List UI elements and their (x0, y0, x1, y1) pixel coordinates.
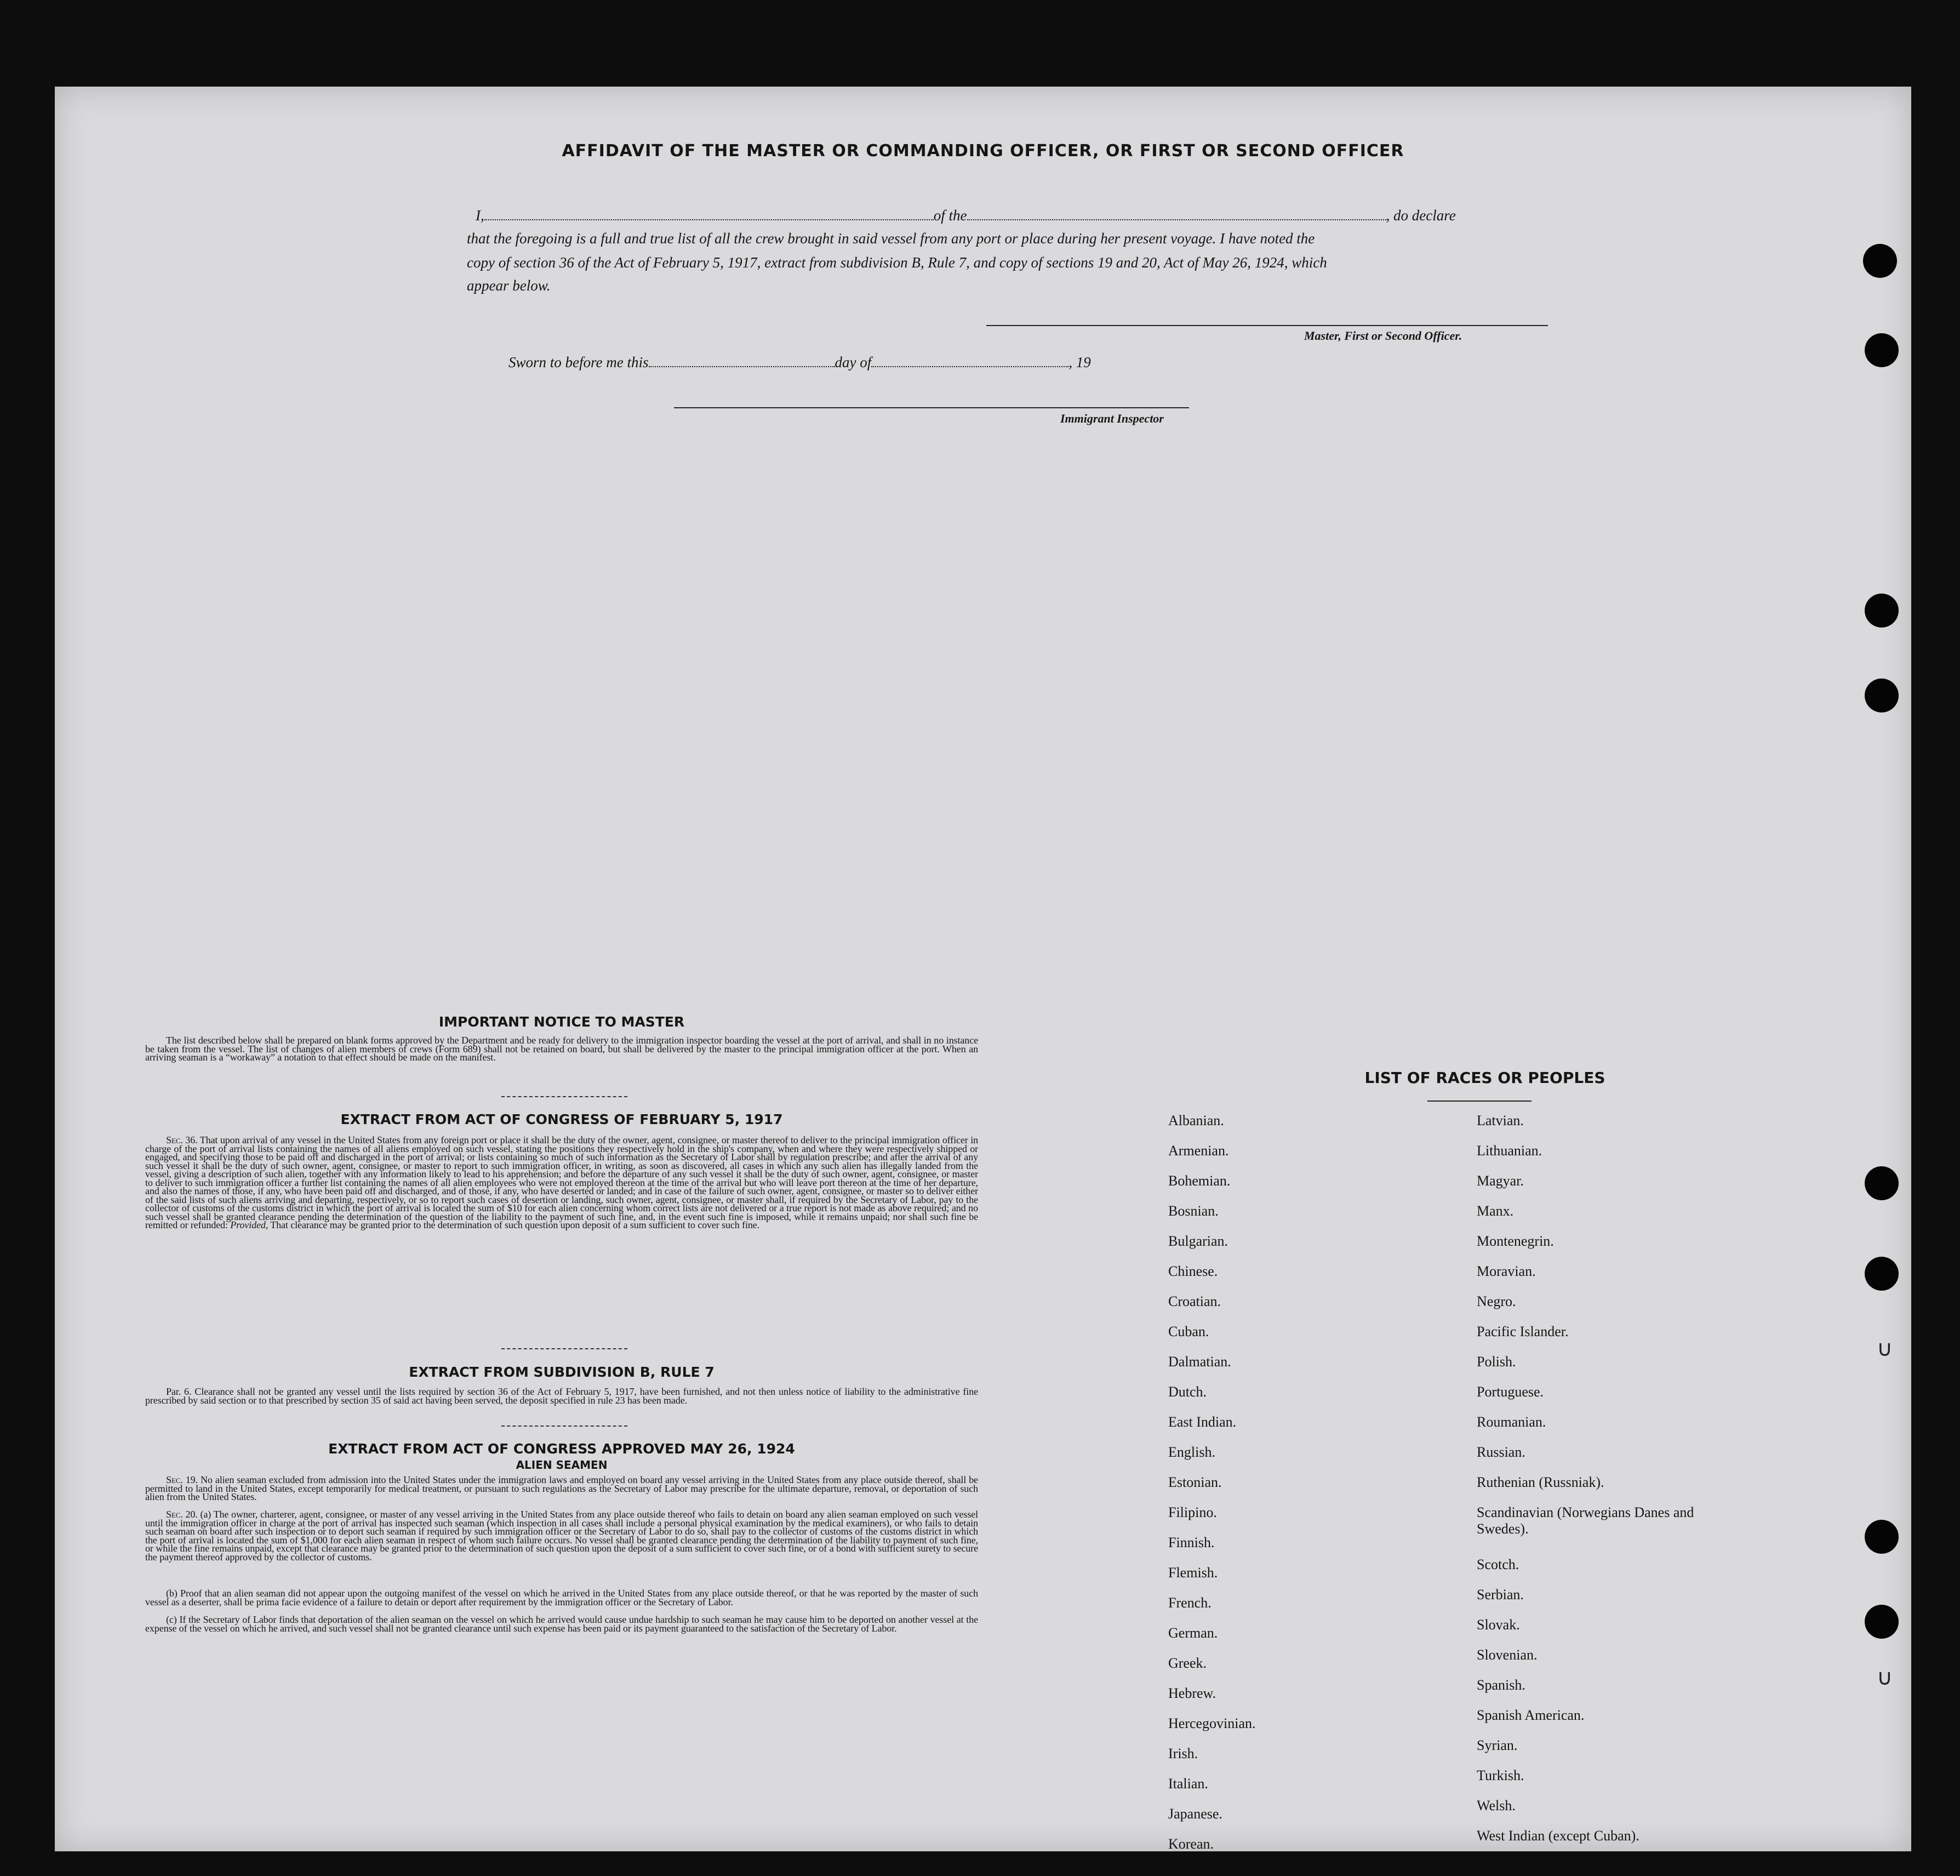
inspector-signature-line[interactable] (674, 407, 1189, 408)
affidavit-text-line-3: copy of section 36 of the Act of February 5, 1917, extract from subdivision B, Rule 7, and copy of sections 19 and 20, Act of May 26, 1924, which (467, 254, 1327, 271)
race-item: Slovenian. (1477, 1647, 1538, 1663)
section-divider (501, 1425, 627, 1427)
race-item: Hebrew. (1168, 1685, 1216, 1701)
race-item: Bosnian. (1168, 1203, 1219, 1219)
punch-hole (1865, 1520, 1899, 1554)
race-item: English. (1168, 1444, 1215, 1460)
section-divider (501, 1096, 627, 1097)
race-item: Russian. (1477, 1444, 1525, 1460)
races-title-underline (1427, 1100, 1532, 1102)
section-19-body (145, 1476, 978, 1502)
race-item: Scandinavian (Norwegians Danes and Swedes). (1477, 1504, 1694, 1537)
race-item: Turkish. (1477, 1767, 1524, 1783)
name-blank[interactable] (484, 219, 934, 220)
race-item: Scotch. (1477, 1556, 1519, 1572)
race-item: Magyar. (1477, 1173, 1524, 1189)
section-20c-body: (c) If the Secretary of Labor finds that deportation of the alien seaman on the vessel on which he arrived would cause undue hardship to such seaman he may cause him to be deported on another vessel at the expense of the vessel on which he arrived, and such vessel shall not be granted clearance until such expense has been paid or its payment guaranteed to the satisfaction of the Secretary of Labor. (145, 1614, 978, 1634)
affidavit-text-line-4: appear below. (467, 277, 551, 294)
section-20a-body (145, 1510, 978, 1561)
sworn-year: , 19 (1068, 354, 1091, 370)
section-20b-body: (b) Proof that an alien seaman did not appear upon the outgoing manifest of the vessel on which he arrived in the United States from any place outside thereof, or that he was reported by the master of such vessel as a deserter, shall be prima facie evidence of a failure to detain or deport after requirement by the immigration officer or the Secretary of Labor. (145, 1588, 978, 1607)
sworn-line (508, 354, 1091, 371)
race-item: Albanian. (1168, 1113, 1224, 1128)
punch-hole (1865, 1257, 1899, 1291)
sworn-prefix: Sworn to before me this (508, 354, 649, 370)
race-item: Flemish. (1168, 1565, 1218, 1581)
proviso-text: That clearance may be granted prior to the determination of such question upon deposit of a sum sufficient to cover such fine. (270, 1219, 760, 1230)
race-item: Armenian. (1168, 1143, 1229, 1159)
race-item: Polish. (1477, 1354, 1516, 1370)
race-item: Estonian. (1168, 1474, 1222, 1490)
section-36-label: Sec. 36. (166, 1134, 198, 1145)
race-item: Pacific Islander. (1477, 1324, 1569, 1339)
race-item: West Indian (except Cuban). (1477, 1828, 1639, 1844)
race-item: Montenegrin. (1477, 1233, 1554, 1249)
sworn-month-blank[interactable] (871, 366, 1068, 367)
race-item: Italian. (1168, 1776, 1208, 1792)
races-left-column (1168, 1113, 1387, 1866)
notice-body: The list described below shall be prepared on blank forms approved by the Department and be ready for delivery to the immigration inspector boarding the vessel at the port of arrival, and shall in no instance be taken from the vessel. The list of changes of alien members of crews (Form 689) shall not be retained on board, but shall be delivered by the master to the principal immigration officer at the port. When an arriving seaman is a “workaway” a notation to that effect should be made on the manifest. (145, 1035, 978, 1063)
affidavit-title: AFFIDAVIT OF THE MASTER OR COMMANDING OFFICER, OR FIRST OR SECOND OFFICER (562, 141, 1404, 161)
section-36-text: That upon arrival of any vessel in the United States from any foreign port or place it shall be the duty of the owner, agent, consignee, or master thereof to deliver to the principal immigration officer in charge of the port of arrival lists containing the names of all aliens employed on such vessel, stating the positions they respectively hold in the ship's company, when and where they were respectively shipped or engaged, and specifying those to be paid off and discharged in the port of arrival; or lists containing so much of such information as the Secretary of Labor shall by regulation prescribe; and after the arrival of any such vessel it shall be the duty of such owner, agent, consignee, or master to report to such immigration officer, in writing, as soon as discovered, all cases in which any such alien has illegally landed from the vessel, giving a description of such alien, together with any information likely to lead to his apprehension; and before the departure of any such vessel it shall be the duty of such owner, agent, consignee, or master to deliver to such immigration officer a further list containing the names of all alien employees who were not employed thereon at the time of the arrival but who will leave port thereon at the time of her departure, and also the names of those, if any, who have been paid off and discharged, and of those, if any, who have deserted or landed; and in case of the failure of such owner, agent, consignee, or master so to deliver either of the said lists of such aliens arriving and departing, respectively, or so to report such cases of desertion or landing, such owner, agent, consignee, or master shall, if required by the Secretary of Labor, pay to the collector of customs of the customs district in which the port of arrival is located the sum of $10 for each alien concerning whom correct lists are not delivered or a true report is not made as above required; and no such vessel shall be granted clearance pending the determination of the question of the liability to the payment of such fine, and, in the event such fine is imposed, while it remains unpaid; nor shall such fine be remitted or refunded: (145, 1134, 979, 1230)
race-item: Syrian. (1477, 1737, 1518, 1753)
race-item: Latvian. (1477, 1113, 1524, 1128)
punch-hole (1863, 244, 1897, 278)
proviso-word: Provided, (230, 1219, 268, 1230)
extract-1917-body (145, 1136, 978, 1230)
race-item: Finnish. (1168, 1535, 1215, 1550)
master-signature-line[interactable] (986, 325, 1548, 326)
race-item: Bohemian. (1168, 1173, 1231, 1189)
race-item: Dutch. (1168, 1384, 1207, 1400)
punch-hole (1865, 678, 1899, 712)
extract-rule7-title: EXTRACT FROM SUBDIVISION B, RULE 7 (409, 1364, 715, 1380)
extract-1917-title: EXTRACT FROM ACT OF CONGRESS OF FEBRUARY 5, 1917 (340, 1111, 783, 1127)
sworn-date-blank[interactable] (649, 366, 835, 367)
race-item: Negro. (1477, 1293, 1516, 1309)
race-item: German. (1168, 1625, 1218, 1641)
race-item: Japanese. (1168, 1806, 1222, 1822)
race-item: Spanish American. (1477, 1707, 1585, 1723)
punch-hole (1865, 1605, 1899, 1639)
race-item: Greek. (1168, 1655, 1207, 1671)
affidavit-line-1 (476, 207, 1456, 224)
affidavit-of-the-label: of the (933, 207, 967, 224)
race-item: Hercegovinian. (1168, 1715, 1256, 1731)
race-item: Welsh. (1477, 1798, 1516, 1814)
race-item: Ruthenian (Russniak). (1477, 1474, 1604, 1490)
race-item: Bulgarian. (1168, 1233, 1228, 1249)
race-item: Irish. (1168, 1746, 1198, 1761)
affidavit-declare-label: , do declare (1386, 207, 1456, 224)
race-item: Dalmatian. (1168, 1354, 1231, 1370)
race-item: Serbian. (1477, 1587, 1524, 1603)
inspector-label: Immigrant Inspector (1060, 412, 1164, 425)
race-item: Spanish. (1477, 1677, 1525, 1693)
section-20-label: Sec. 20. (166, 1509, 198, 1520)
races-title: LIST OF RACES OR PEOPLES (1364, 1069, 1605, 1087)
alien-seamen-subtitle: ALIEN SEAMEN (516, 1458, 608, 1472)
document-page (55, 87, 1911, 1851)
race-item: Slovak. (1477, 1617, 1520, 1633)
pen-mark: ∪ (1877, 1336, 1893, 1361)
race-item: Manx. (1477, 1203, 1514, 1219)
race-item: East Indian. (1168, 1414, 1237, 1430)
section-19-text: No alien seaman excluded from admission into the United States under the immigration laws and employed on board any vessel arriving in the United States from any place outside thereof, shall be permitted to land in the United States, except temporarily for medical treatment, or pursuant to such regulations as the Secretary of Labor may prescribe for the ultimate departure, removal, or deportation of such alien from the United States. (145, 1474, 979, 1502)
race-item: French. (1168, 1595, 1212, 1611)
races-right-column (1477, 1113, 1707, 1858)
section-20a-text: (a) The owner, charterer, agent, consignee, or master of any vessel arriving in the United States from any place outside thereof who fails to detain on board any alien seaman employed on such vessel until the immigration officer in charge at the port of arrival has inspected such seaman (which inspection in all cases shall include a personal physical examination by the medical examiners), or who fails to detain such seaman on board after such inspection or to deport such seaman if required by such immigration officer or the Secretary of Labor to do so, shall pay to the collector of customs of the customs district in which the port of arrival is located the sum of $1,000 for each alien seaman in respect of whom such failure occurs. No vessel shall be granted clearance pending the determination of the liability to payment of such fine, or while the fine remains unpaid, except that clearance may be granted prior to the determination of such question upon the deposit of a sum sufficient to cover such fine, or of a bond with sufficient surety to secure the payment thereof approved by the collector of customs. (145, 1509, 979, 1563)
pen-mark: ∪ (1877, 1665, 1893, 1690)
race-item: Roumanian. (1477, 1414, 1546, 1430)
punch-hole (1865, 333, 1899, 367)
race-item: Moravian. (1477, 1263, 1536, 1279)
race-item: Portuguese. (1477, 1384, 1544, 1400)
master-signature-label: Master, First or Second Officer. (1304, 329, 1462, 343)
affidavit-i-label: I, (476, 207, 484, 224)
sworn-day-of: day of (835, 354, 872, 370)
extract-rule7-body: Par. 6. Clearance shall not be granted any vessel until the lists required by section 36 of the Act of February 5, 1917, have been furnished, and not then unless notice of liability to the administrative fine prescribed by said section or to that prescribed by section 35 of said act having been served, the deposit specified in rule 23 has been made. (145, 1386, 978, 1406)
notice-title: IMPORTANT NOTICE TO MASTER (438, 1014, 685, 1030)
race-item: Croatian. (1168, 1293, 1221, 1309)
extract-1924-title: EXTRACT FROM ACT OF CONGRESS APPROVED MAY 26, 1924 (328, 1441, 795, 1457)
race-item: Filipino. (1168, 1504, 1217, 1520)
affidavit-text-line-2: that the foregoing is a full and true list of all the crew brought in said vessel from any port or place during her present voyage. I have noted the (467, 230, 1315, 247)
race-item: Cuban. (1168, 1324, 1209, 1339)
race-item: Chinese. (1168, 1263, 1218, 1279)
vessel-blank[interactable] (967, 219, 1386, 220)
punch-hole (1865, 1166, 1899, 1200)
race-item: Lithuanian. (1477, 1143, 1542, 1159)
section-divider (501, 1348, 627, 1349)
section-19-label: Sec. 19. (166, 1474, 198, 1485)
race-item: Korean. (1168, 1836, 1214, 1852)
punch-hole (1865, 594, 1899, 628)
